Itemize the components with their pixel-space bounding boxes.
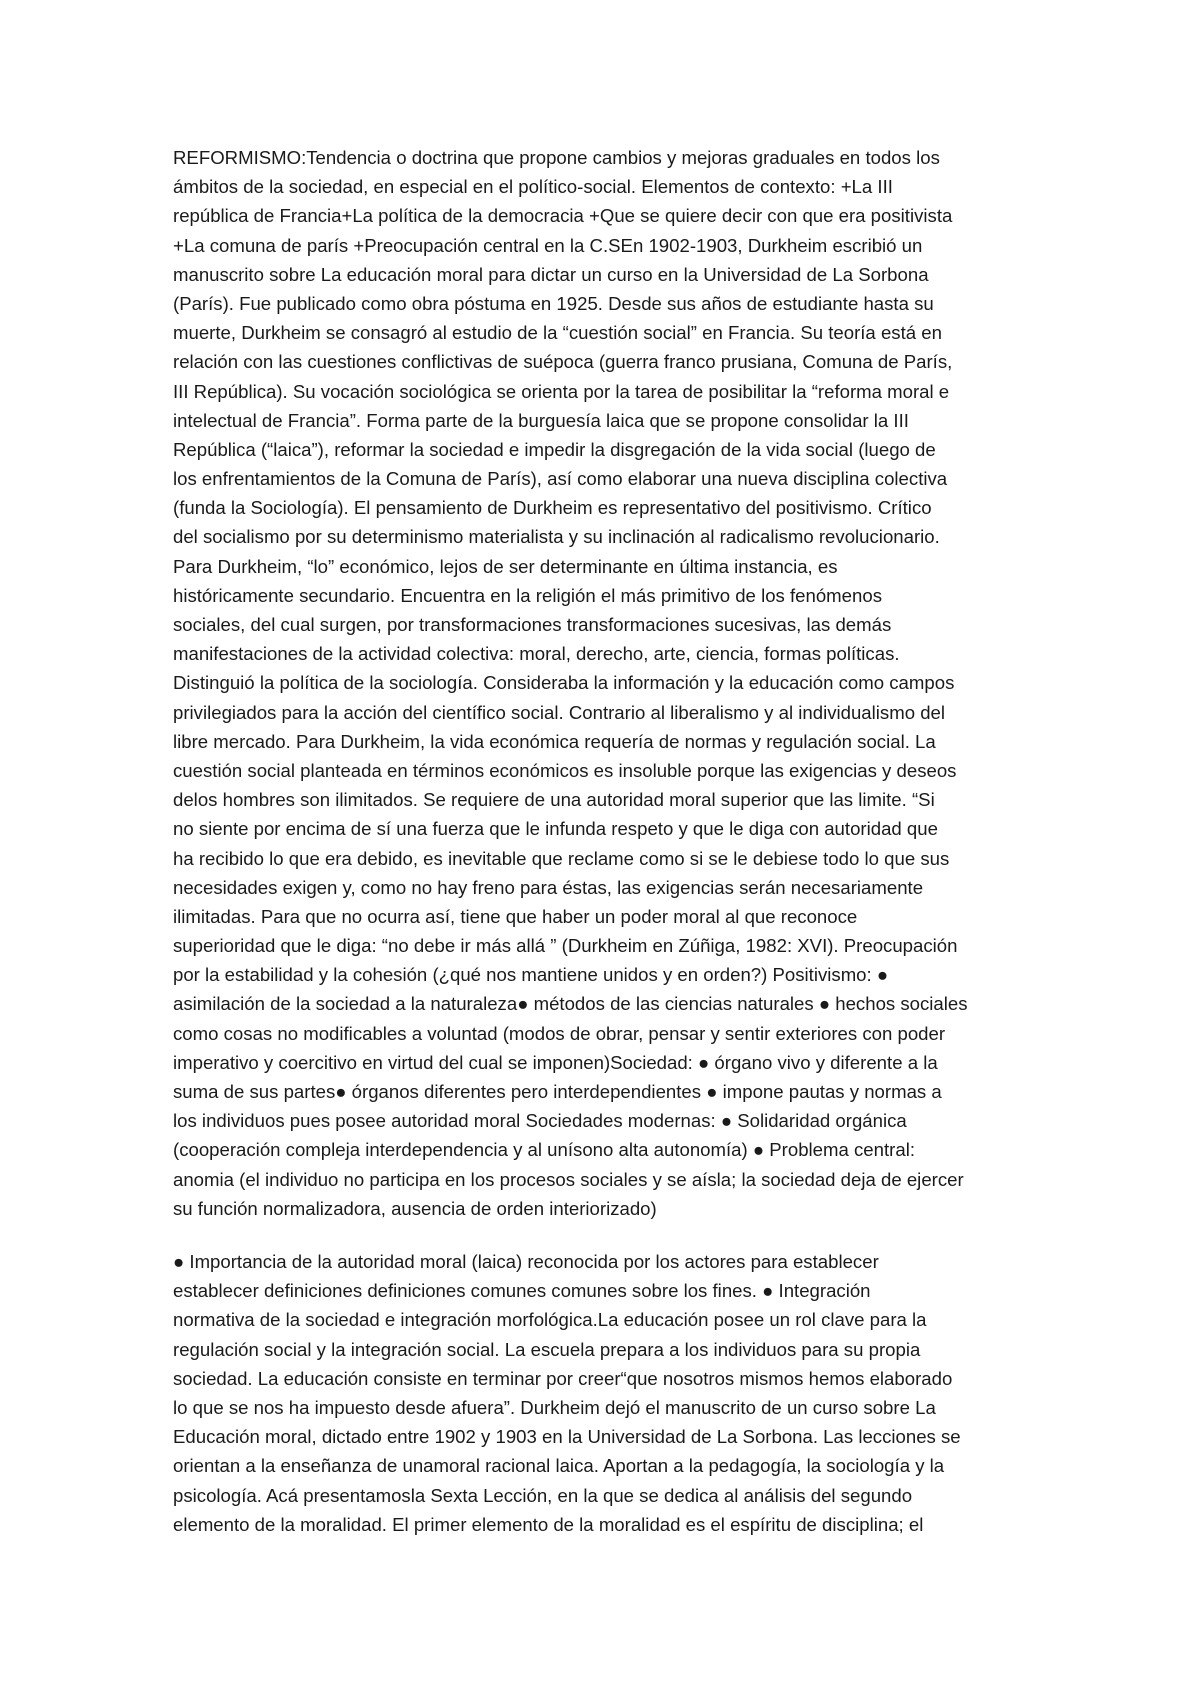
- text-line: anomia (el individuo no participa en los procesos sociales y se aísla; la sociedad deja de ejercer: [173, 1168, 964, 1190]
- text-line: cuestión social planteada en términos económicos es insoluble porque las exigencias y deseos: [173, 759, 957, 781]
- text-line: república de Francia+La política de la democracia +Que se quiere decir con que era positivista: [173, 205, 953, 227]
- text-line: ha recibido lo que era debido, es inevitable que reclame como si se le debiese todo lo que sus: [173, 847, 950, 869]
- text-line: históricamente secundario. Encuentra en la religión el más primitivo de los fenómenos: [173, 584, 882, 606]
- text-line: asimilación de la sociedad a la naturaleza● métodos de las ciencias naturales ● hechos sociales: [173, 993, 968, 1015]
- paragraph-reformismo: [173, 143, 1043, 1223]
- text-line: suma de sus partes● órganos diferentes pero interdependientes ● impone pautas y normas a: [173, 1081, 942, 1102]
- text-line: sociales, del cual surgen, por transformaciones transformaciones sucesivas, las demás: [173, 614, 892, 635]
- text-line: necesidades exigen y, como no hay freno para éstas, las exigencias serán necesariamente: [173, 876, 924, 898]
- text-line: regulación social y la integración social. La escuela prepara a los individuos para su propia: [173, 1338, 921, 1360]
- text-line: del socialismo por su determinismo materialista y su inclinación al radicalismo revolucionario.: [173, 526, 940, 548]
- text-line: REFORMISMO:Tendencia o doctrina que propone cambios y mejoras graduales en todos los: [173, 147, 940, 168]
- text-line: manuscrito sobre La educación moral para dictar un curso en la Universidad de La Sorbona: [173, 263, 929, 285]
- text-line: normativa de la sociedad e integración morfológica.La educación posee un rol clave para la: [173, 1309, 927, 1331]
- text-line: imperativo y coercitivo en virtud del cual se imponen)Sociedad: ● órgano vivo y diferente a la: [173, 1051, 938, 1073]
- text-line: por la estabilidad y la cohesión (¿qué nos mantiene unidos y en orden?) Positivismo: ●: [173, 964, 889, 986]
- text-line: establecer definiciones definiciones comunes comunes sobre los fines. ● Integración: [173, 1280, 871, 1302]
- text-line: orientan a la enseñanza de unamoral racional laica. Aportan a la pedagogía, la sociología y la: [173, 1455, 945, 1477]
- text-line: República (“laica”), reformar la sociedad e impedir la disgregación de la vida social (luego de: [173, 438, 936, 460]
- text-line: +La comuna de parís +Preocupación central en la C.SEn 1902-1903, Durkheim escribió un: [173, 234, 923, 256]
- text-line: (París). Fue publicado como obra póstuma en 1925. Desde sus años de estudiante hasta su: [173, 292, 934, 314]
- text-line: psicología. Acá presentamosla Sexta Lección, en la que se dedica al análisis del segundo: [173, 1484, 913, 1506]
- text-line: muerte, Durkheim se consagró al estudio de la “cuestión social” en Francia. Su teoría está en: [173, 322, 942, 344]
- text-line: III República). Su vocación sociológica se orienta por la tarea de posibilitar la “reforma moral e: [173, 380, 950, 402]
- text-line: manifestaciones de la actividad colectiva: moral, derecho, arte, ciencia, formas políticas.: [173, 643, 900, 665]
- text-line: relación con las cuestiones conflictivas de suépoca (guerra franco prusiana, Comuna de París,: [173, 351, 953, 373]
- text-line: los individuos pues posee autoridad moral Sociedades modernas: ● Solidaridad orgánica: [173, 1110, 907, 1132]
- text-line: sociedad. La educación consiste en terminar por creer“que nosotros mismos hemos elaborado: [173, 1367, 953, 1389]
- text-line: libre mercado. Para Durkheim, la vida económica requería de normas y regulación social. La: [173, 730, 936, 752]
- text-line: (cooperación compleja interdependencia y al unísono alta autonomía) ● Problema central:: [173, 1139, 915, 1161]
- text-line: privilegiados para la acción del científico social. Contrario al liberalismo y al individualismo del: [173, 701, 946, 723]
- text-line: superioridad que le diga: “no debe ir más allá ” (Durkheim en Zúñiga, 1982: XVI). Preocupación: [173, 935, 958, 957]
- text-line: Educación moral, dictado entre 1902 y 1903 en la Universidad de La Sorbona. Las lecciones se: [173, 1426, 961, 1448]
- text-line: intelectual de Francia”. Forma parte de la burguesía laica que se propone consolidar la III: [173, 409, 909, 431]
- text-line: ● Importancia de la autoridad moral (laica) reconocida por los actores para establecer: [173, 1251, 879, 1272]
- text-line: los enfrentamientos de la Comuna de París), así como elaborar una nueva disciplina colectiva: [173, 468, 948, 490]
- text-line: ilimitadas. Para que no ocurra así, tiene que haber un poder moral al que reconoce: [173, 905, 858, 927]
- text-line: como cosas no modificables a voluntad (modos de obrar, pensar y sentir exteriores con poder: [173, 1022, 946, 1044]
- text-line: ámbitos de la sociedad, en especial en el político-social. Elementos de contexto: +La III: [173, 176, 893, 198]
- text-line: Distinguió la política de la sociología. Consideraba la información y la educación como campos: [173, 672, 955, 694]
- text-line: delos hombres son ilimitados. Se requiere de una autoridad moral superior que las limite. “Si: [173, 789, 935, 811]
- paragraph-autoridad-moral: [173, 1247, 1043, 1539]
- text-line: (funda la Sociología). El pensamiento de Durkheim es representativo del positivismo. Crítico: [173, 497, 932, 519]
- text-line: elemento de la moralidad. El primer elemento de la moralidad es el espíritu de disciplina; el: [173, 1513, 924, 1535]
- text-line: su función normalizadora, ausencia de orden interiorizado): [173, 1197, 657, 1219]
- text-line: Para Durkheim, “lo” económico, lejos de ser determinante en última instancia, es: [173, 555, 838, 577]
- text-line: no siente por encima de sí una fuerza que le infunda respeto y que le diga con autoridad que: [173, 818, 938, 840]
- text-line: lo que se nos ha impuesto desde afuera”. Durkheim dejó el manuscrito de un curso sobre La: [173, 1396, 936, 1418]
